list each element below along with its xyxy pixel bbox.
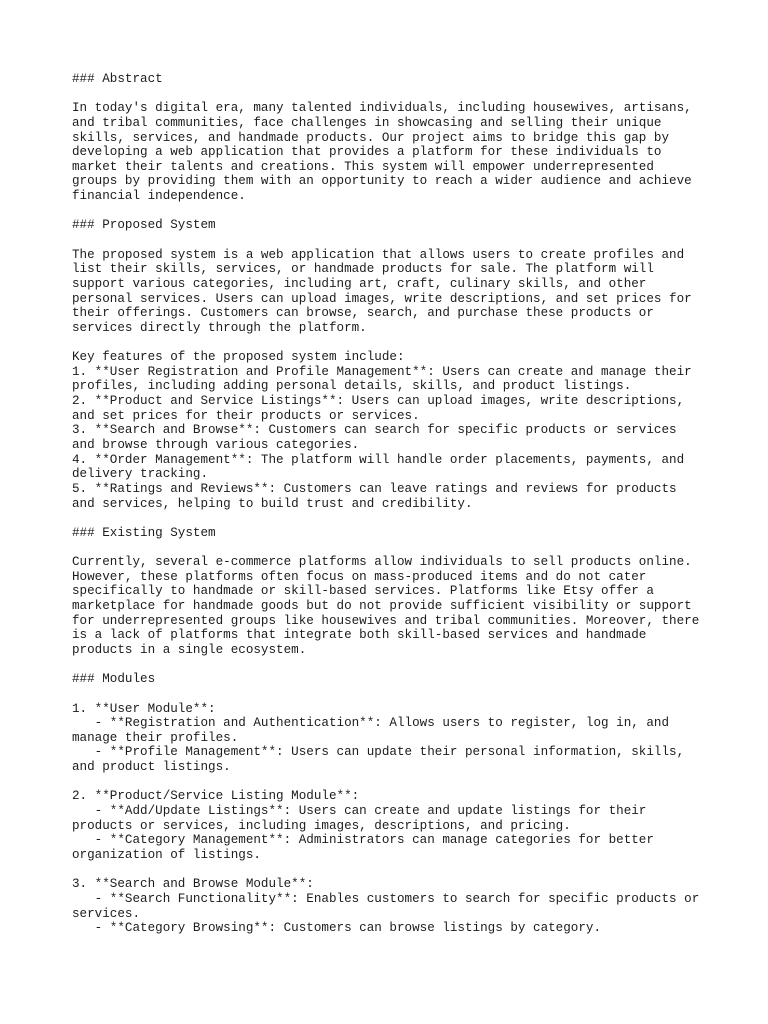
blank-line <box>72 204 712 219</box>
blank-line <box>72 541 712 556</box>
sub-list-item: - **Profile Management**: Users can update their personal information, skills, <box>72 745 685 760</box>
list-item: 2. **Product and Service Listings**: Users can upload images, write descriptions, <box>72 394 685 409</box>
abstract-heading: ### Abstract <box>72 72 163 86</box>
text-line: profiles, including adding personal details, skills, and product listings. <box>72 379 632 394</box>
blank-line <box>72 687 712 702</box>
text-line: list their skills, services, or handmade products for sale. The platform will <box>72 262 654 277</box>
text-line: delivery tracking. <box>72 467 209 482</box>
sub-list-item: - **Add/Update Listings**: Users can create and update listings for their <box>72 804 647 819</box>
text-line: and services, helping to build trust and credibility. <box>72 496 473 511</box>
document-page <box>72 72 712 936</box>
text-line: In today's digital era, many talented individuals, including housewives, artisans, <box>72 101 692 116</box>
key-features-list <box>72 350 712 511</box>
blank-line <box>72 775 712 790</box>
text-line: products in a single ecosystem. <box>72 642 307 657</box>
text-line: services. <box>72 906 141 921</box>
list-item: 1. **User Module**: <box>72 701 216 716</box>
text-line: financial independence. <box>72 189 246 204</box>
existing-system-paragraph <box>72 555 712 657</box>
existing-system-heading: ### Existing System <box>72 525 216 540</box>
blank-line <box>72 511 712 526</box>
text-line: is a lack of platforms that integrate both skill-based services and handmade <box>72 628 647 643</box>
sub-list-item: - **Search Functionality**: Enables customers to search for specific products or <box>72 891 700 906</box>
text-line: The proposed system is a web application that allows users to create profiles and <box>72 247 685 262</box>
blank-line <box>72 233 712 248</box>
text-line: organization of listings. <box>72 847 261 862</box>
text-line: and tribal communities, face challenges in showcasing and selling their unique <box>72 115 662 130</box>
blank-line <box>72 87 712 102</box>
text-line: However, these platforms often focus on mass-produced items and do not cater <box>72 569 647 584</box>
text-line: their offerings. Customers can browse, search, and purchase these products or <box>72 306 654 321</box>
modules-list <box>72 702 712 936</box>
text-line: Currently, several e-commerce platforms allow individuals to sell products online. <box>72 555 692 570</box>
list-item: 3. **Search and Browse Module**: <box>72 877 314 892</box>
text-line: and browse through various categories. <box>72 438 360 453</box>
text-line: personal services. Users can upload images, write descriptions, and set prices for <box>72 291 692 306</box>
text-line: and product listings. <box>72 760 231 775</box>
text-line: market their talents and creations. This system will empower underrepresented <box>72 159 654 174</box>
modules-heading: ### Modules <box>72 672 156 687</box>
list-item: 5. **Ratings and Reviews**: Customers can leave ratings and reviews for products <box>72 481 677 496</box>
text-line: services directly through the platform. <box>72 320 367 335</box>
sub-list-item: - **Category Management**: Administrators can manage categories for better <box>72 833 654 848</box>
text-line: marketplace for handmade goods but do not provide sufficient visibility or support <box>72 599 692 614</box>
list-item: 2. **Product/Service Listing Module**: <box>72 789 360 804</box>
blank-line <box>72 658 712 673</box>
blank-line <box>72 336 712 351</box>
list-item: 3. **Search and Browse**: Customers can search for specific products or services <box>72 423 677 438</box>
text-line: developing a web application that provides a platform for these individuals to <box>72 145 662 160</box>
text-line: specifically to handmade or skill-based services. Platforms like Etsy offer a <box>72 584 654 599</box>
list-item: 1. **User Registration and Profile Management**: Users can create and manage their <box>72 364 692 379</box>
text-line: and set prices for their products or services. <box>72 408 420 423</box>
sub-list-item: - **Registration and Authentication**: Allows users to register, log in, and <box>72 716 670 731</box>
text-line: Key features of the proposed system include: <box>72 350 405 365</box>
proposed-system-heading: ### Proposed System <box>72 218 216 233</box>
blank-line <box>72 863 712 878</box>
text-line: support various categories, including art, craft, culinary skills, and other <box>72 276 647 291</box>
text-line: products or services, including images, descriptions, and pricing. <box>72 818 571 833</box>
text-line: for underrepresented groups like housewives and tribal communities. Moreover, there <box>72 613 700 628</box>
text-line: skills, services, and handmade products. Our project aims to bridge this gap by <box>72 130 670 145</box>
text-line: manage their profiles. <box>72 730 239 745</box>
proposed-system-paragraph <box>72 248 712 336</box>
list-item: 4. **Order Management**: The platform will handle order placements, payments, and <box>72 452 685 467</box>
sub-list-item: - **Category Browsing**: Customers can browse listings by category. <box>72 921 602 936</box>
abstract-paragraph <box>72 101 712 203</box>
text-line: groups by providing them with an opportunity to reach a wider audience and achieve <box>72 174 692 189</box>
